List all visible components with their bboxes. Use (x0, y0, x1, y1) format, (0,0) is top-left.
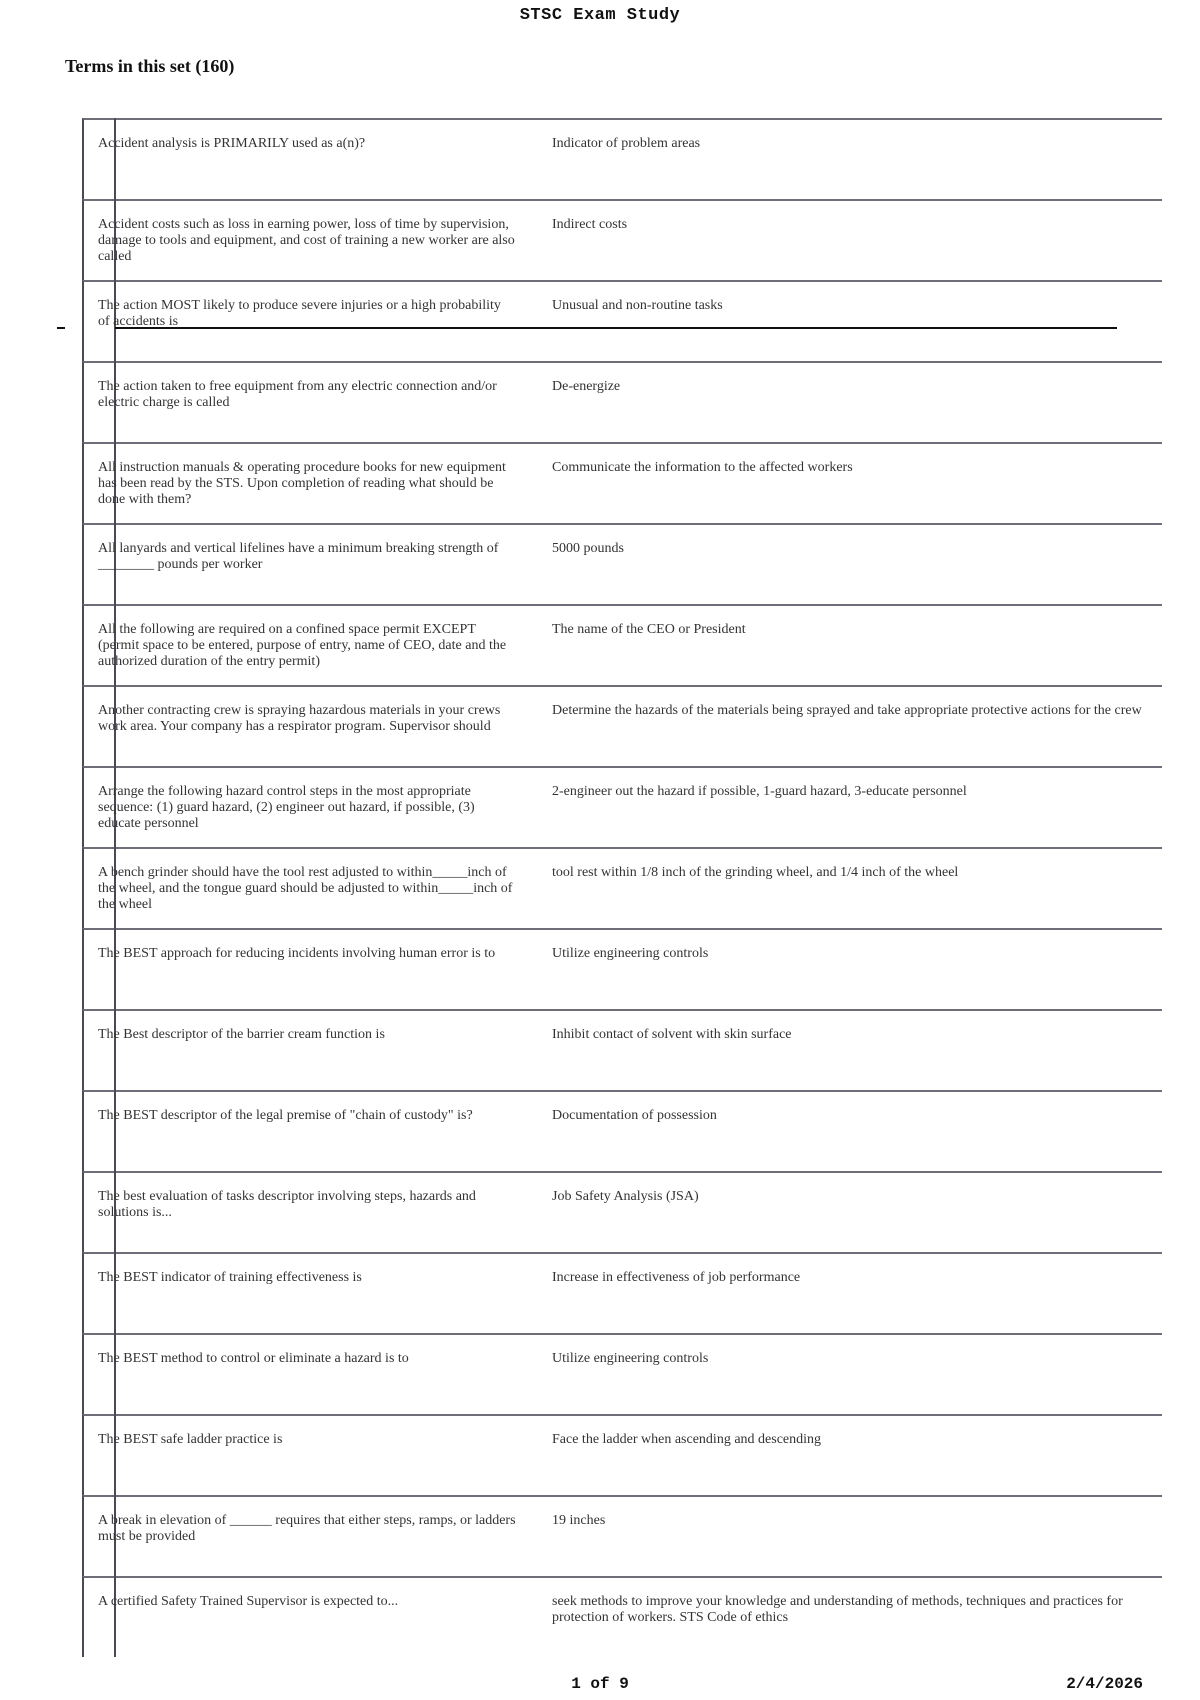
definition-text: Unusual and non-routine tasks (552, 298, 723, 313)
term-text: All instruction manuals & operating procedure books for new equipment has been read by the STS. Upon completion of reading what should be done with them? (98, 460, 506, 507)
definition-text: Increase in effectiveness of job performance (552, 1270, 801, 1285)
term-text: A certified Safety Trained Supervisor is expected to... (98, 1594, 399, 1609)
term-row (82, 1252, 1162, 1333)
page-number: 1 of 9 (571, 1675, 629, 1693)
definition-text: Communicate the information to the affected workers (552, 460, 853, 475)
term-text: A bench grinder should have the tool rest adjusted to within_____inch of the wheel, and the tongue guard should be adjusted to within_____inch of the wheel (98, 865, 513, 912)
definition-text: 2-engineer out the hazard if possible, 1-guard hazard, 3-educate personnel (552, 784, 967, 799)
term-text: All lanyards and vertical lifelines have a minimum breaking strength of ________ pounds per worker (98, 541, 499, 572)
horizontal-rule (115, 327, 1117, 329)
definition-text: Determine the hazards of the materials being sprayed and take appropriate protective actions for the crew (552, 703, 1142, 718)
definition-text: Job Safety Analysis (JSA) (552, 1189, 699, 1204)
term-row (82, 928, 1162, 1009)
term-text: The BEST method to control or eliminate a hazard is to (98, 1351, 409, 1366)
term-text: The action taken to free equipment from any electric connection and/or electric charge is called (98, 379, 497, 410)
term-row (82, 1090, 1162, 1171)
term-row (82, 1333, 1162, 1414)
margin-mark (57, 327, 65, 329)
term-text: The BEST descriptor of the legal premise of "chain of custody" is? (98, 1108, 473, 1123)
definition-text: 19 inches (552, 1513, 606, 1528)
term-text: The action MOST likely to produce severe injuries or a high probability of accidents is (98, 298, 501, 329)
term-row (82, 118, 1162, 199)
document-title: STSC Exam Study (519, 6, 681, 25)
definition-text: Utilize engineering controls (552, 946, 709, 961)
definition-text: De-energize (552, 379, 621, 394)
term-row (82, 523, 1162, 604)
definition-text: 5000 pounds (552, 541, 624, 556)
term-text: The BEST indicator of training effectiveness is (98, 1270, 362, 1285)
term-row (82, 604, 1162, 685)
term-text: The BEST approach for reducing incidents involving human error is to (98, 946, 496, 961)
term-text: Accident costs such as loss in earning power, loss of time by supervision, damage to tools and equipment, and cost of training a new worker are also called (98, 217, 515, 264)
print-date: 2/4/2026 (1066, 1675, 1143, 1693)
definition-text: seek methods to improve your knowledge and understanding of methods, techniques and practices for protection of workers. STS Code of ethics (552, 1594, 1123, 1625)
term-row (82, 1009, 1162, 1090)
term-list (82, 118, 1162, 1657)
term-row (82, 1171, 1162, 1252)
definition-text: Documentation of possession (552, 1108, 717, 1123)
definition-text: Inhibit contact of solvent with skin surface (552, 1027, 792, 1042)
term-text: Another contracting crew is spraying hazardous materials in your crews work area. Your company has a respirator program. Supervisor should (98, 703, 501, 734)
term-row (82, 685, 1162, 766)
term-row (82, 361, 1162, 442)
term-row (82, 199, 1162, 280)
term-row (82, 1414, 1162, 1495)
term-text: The BEST safe ladder practice is (98, 1432, 283, 1447)
term-row (82, 280, 1162, 361)
term-row (82, 442, 1162, 523)
term-text: The Best descriptor of the barrier cream function is (98, 1027, 385, 1042)
term-row (82, 847, 1162, 928)
term-row (82, 1576, 1162, 1657)
definition-text: Indirect costs (552, 217, 628, 232)
definition-text: tool rest within 1/8 inch of the grinding wheel, and 1/4 inch of the wheel (552, 865, 959, 880)
term-text: A break in elevation of ______ requires that either steps, ramps, or ladders must be provided (98, 1513, 516, 1544)
definition-text: Face the ladder when ascending and descending (552, 1432, 822, 1447)
term-text: The best evaluation of tasks descriptor involving steps, hazards and solutions is... (98, 1189, 476, 1220)
term-text: Accident analysis is PRIMARILY used as a(n)? (98, 136, 366, 151)
term-row (82, 766, 1162, 847)
terms-set-heading: Terms in this set (160) (65, 56, 235, 76)
definition-text: Indicator of problem areas (552, 136, 701, 151)
term-text: Arrange the following hazard control steps in the most appropriate sequence: (1) guard hazard, (2) engineer out hazard, if possible, (3) educate personnel (98, 784, 475, 831)
definition-text: Utilize engineering controls (552, 1351, 709, 1366)
term-text: All the following are required on a confined space permit EXCEPT (permit space to be entered, purpose of entry, name of CEO, date and the authorized duration of the entry permit) (98, 622, 507, 669)
definition-text: The name of the CEO or President (552, 622, 746, 637)
term-row (82, 1495, 1162, 1576)
